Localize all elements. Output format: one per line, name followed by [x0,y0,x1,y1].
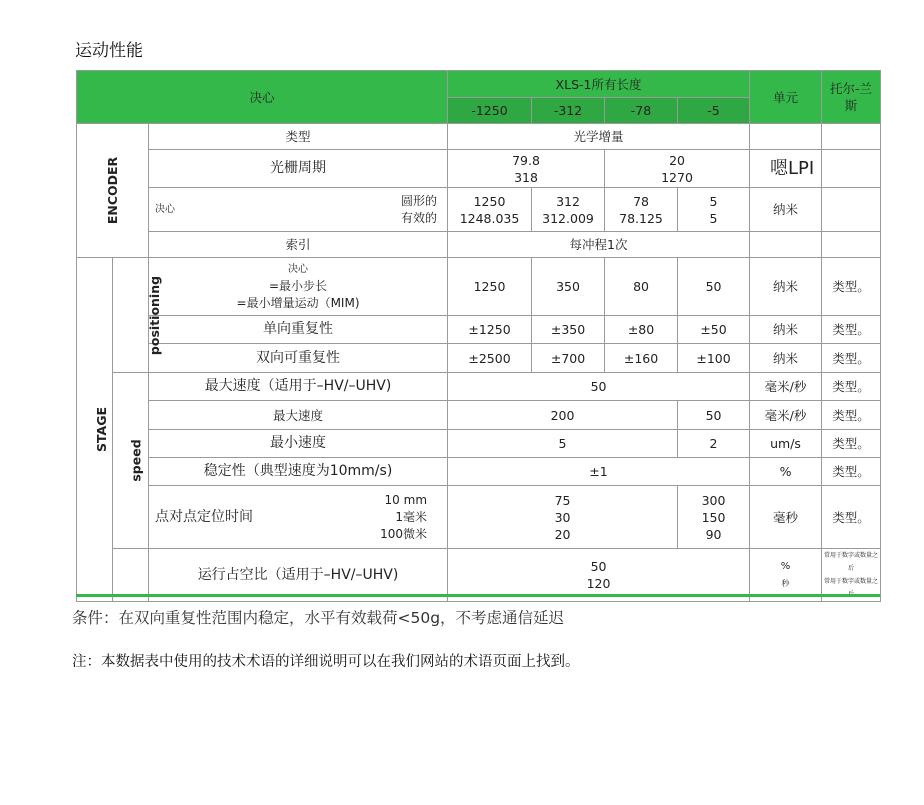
res-effective-5: 5 [709,210,718,226]
pos-res-312: 350 [532,258,605,316]
group-stage-label: STAGE [94,406,110,453]
section-title: 运动性能 [75,41,143,61]
encoder-res-rounded: 圆形的 [401,193,438,208]
max-speed-hv-tol: 类型。 [822,373,881,401]
header-product: XLS-1所有长度 [448,71,750,98]
stability-unit: % [750,458,822,486]
min-speed-value-b: 2 [678,430,750,458]
encoder-res-col-78 [605,188,678,232]
stability-label: 稳定性（典型速度为10mm/s) [149,458,448,486]
duty-cycle-label: 运行占空比（适用于–HV/–UHV) [149,549,448,602]
header-tolerance: 托尔-兰斯 [822,71,881,124]
res-rounded-78: 78 [633,193,649,209]
encoder-type-tol [822,124,881,150]
pos-res-1250: 1250 [448,258,532,316]
header-length-78: -78 [605,98,678,124]
group-speed [113,373,149,549]
stability-value: ±1 [448,458,750,486]
encoder-grating-label: 光栅周期 [149,150,448,188]
encoder-index-value: 每冲程1次 [448,232,750,258]
uni-repeat-312: ±350 [532,316,605,344]
pos-res-78: 80 [605,258,678,316]
encoder-res-col-5 [678,188,750,232]
uni-repeat-78: ±80 [605,316,678,344]
group-encoder [77,124,149,258]
group-speed-label: speed [128,439,144,482]
p2p-unit: 毫秒 [750,486,822,549]
grating-a-top: 79.8 [512,152,540,168]
pos-res-unit: 纳米 [750,258,822,316]
duty-tol-top: 常用于数字或数量之后 [824,552,879,572]
max-speed-hv-unit: 毫米/秒 [750,373,822,401]
p2p-step-10mm: 10 mm [384,492,428,507]
header-length-5: -5 [678,98,750,124]
glossary-note: 注：本数据表中使用的技术术语的详细说明可以在我们网站的术语页面上找到。 [72,654,580,670]
duty-bottom: 120 [586,576,611,591]
min-speed-value-a: 5 [448,430,678,458]
p2p-a-10mm: 75 [554,492,571,508]
p2p-a-100um: 20 [554,526,571,542]
p2p-time-label: 点对点定位时间 [155,508,253,525]
encoder-grating-unit: 嗯LPI [750,150,822,188]
grating-b-bottom: 1270 [661,169,693,185]
pos-res-label-3: =最小增量运动（MIM) [236,296,360,310]
pos-res-label-2: =最小步长 [268,279,328,293]
encoder-res-effective: 有效的 [401,210,438,225]
p2p-step-100um: 100微米 [380,526,428,541]
pos-res-tol: 类型。 [822,258,881,316]
bi-repeat-5: ±100 [678,344,750,373]
p2p-b-100um: 90 [705,526,722,542]
p2p-step-1mm: 1毫米 [395,509,428,524]
bi-repeat-312: ±700 [532,344,605,373]
condition-note: 条件：在双向重复性范围内稳定，水平有效载荷<50g，不考虑通信延迟 [72,609,565,627]
encoder-grating-tol [822,150,881,188]
pos-res-label-1: 决心 [288,264,308,275]
max-speed-label: 最大速度 [149,401,448,430]
encoder-res-col-312 [532,188,605,232]
p2p-values-b [678,486,750,549]
p2p-b-1mm: 150 [701,509,726,525]
header-unit: 单元 [750,71,822,124]
encoder-resolution-label [149,188,448,232]
duty-unit-bottom: 秒 [781,579,790,588]
encoder-res-col-1250 [448,188,532,232]
bi-repeat-unit: 纳米 [750,344,822,373]
duty-tol-bottom: 常用于数字或数量之 [824,578,879,585]
res-effective-312: 312.009 [542,210,594,226]
group-positioning [113,258,163,373]
max-speed-tol: 类型。 [822,401,881,430]
p2p-values-a [448,486,678,549]
p2p-time-label-cell [149,486,448,549]
uni-repeat-1250: ±1250 [448,316,532,344]
encoder-res-tol [822,188,881,232]
uni-repeat-5: ±50 [678,316,750,344]
res-rounded-1250: 1250 [473,193,506,209]
res-rounded-312: 312 [556,193,580,209]
duty-top: 50 [590,559,607,574]
header-length-1250: -1250 [448,98,532,124]
encoder-index-tol [822,232,881,258]
pos-res-5: 50 [678,258,750,316]
encoder-index-label: 索引 [149,232,448,258]
min-speed-unit: um/s [750,430,822,458]
group-stage [77,258,113,602]
table-bottom-rule [76,594,880,597]
encoder-type-label: 类型 [149,124,448,150]
encoder-index-unit [750,232,822,258]
bi-repeat-tol: 类型。 [822,344,881,373]
max-speed-hv-label: 最大速度（适用于–HV/–UHV) [149,373,448,401]
min-speed-label: 最小速度 [149,430,448,458]
bi-repeat-1250: ±2500 [448,344,532,373]
max-speed-unit: 毫米/秒 [750,401,822,430]
res-effective-78: 78.125 [619,210,663,226]
grating-b-top: 20 [669,152,685,168]
encoder-res-unit: 纳米 [750,188,822,232]
uni-repeat-tol: 类型。 [822,316,881,344]
p2p-a-1mm: 30 [554,509,571,525]
uni-repeat-unit: 纳米 [750,316,822,344]
min-speed-tol: 类型。 [822,430,881,458]
group-positioning-label: positioning [147,275,163,355]
encoder-grating-a [448,150,605,188]
res-rounded-5: 5 [709,193,718,209]
max-speed-value-b: 50 [678,401,750,430]
grating-a-bottom: 318 [514,169,538,185]
motion-performance-table [76,70,881,602]
res-effective-1250: 1248.035 [459,210,520,226]
header-resolution: 决心 [77,71,448,124]
encoder-type-value: 光学增量 [448,124,750,150]
encoder-grating-b [605,150,750,188]
uni-repeat-label: 单向重复性 [149,316,448,344]
header-length-312: -312 [532,98,605,124]
group-encoder-label: ENCODER [105,156,121,225]
max-speed-hv-value: 50 [448,373,750,401]
p2p-tol: 类型。 [822,486,881,549]
encoder-res-label: 决心 [155,204,175,215]
bi-repeat-label: 双向可重复性 [149,344,448,373]
duty-unit-top: % [780,561,791,572]
p2p-b-10mm: 300 [701,492,726,508]
max-speed-value-a: 200 [448,401,678,430]
stability-tol: 类型。 [822,458,881,486]
positioning-resolution-label [149,258,448,316]
encoder-type-unit [750,124,822,150]
bi-repeat-78: ±160 [605,344,678,373]
